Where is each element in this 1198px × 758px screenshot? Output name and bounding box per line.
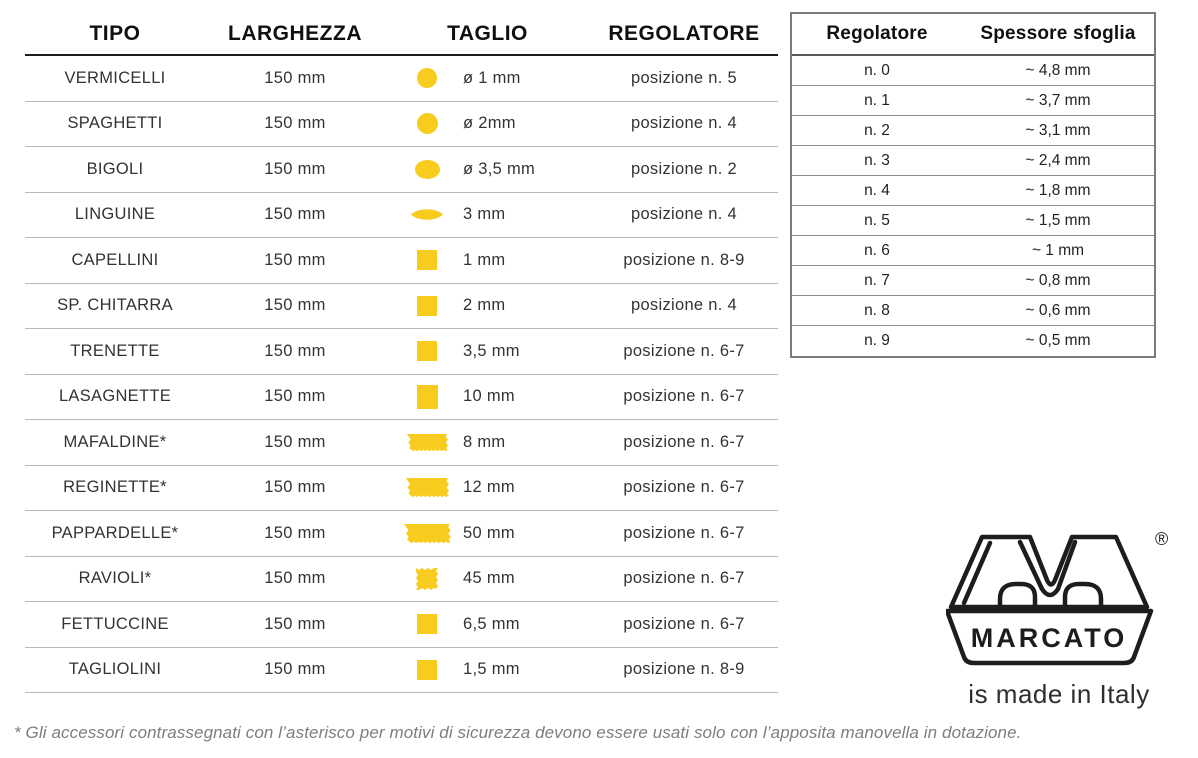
regolatore-position-cell: posizione n. 8-9: [623, 660, 745, 679]
taglio-size-label: 3 mm: [463, 205, 506, 224]
spessore-value-cell: ~ 4,8 mm: [1025, 61, 1091, 79]
table-row: [25, 466, 778, 512]
tipo-cell: PAPPARDELLE*: [51, 523, 179, 542]
regolatore-position-cell: posizione n. 6-7: [623, 569, 745, 588]
regolatore-number-cell: n. 0: [864, 61, 890, 79]
taglio-size-label: ø 1 mm: [463, 68, 521, 87]
square-shape-icon: [401, 341, 453, 361]
tipo-cell: TRENETTE: [70, 341, 160, 360]
table-row: [792, 266, 1154, 296]
regolatore-position-cell: posizione n. 6-7: [623, 387, 745, 406]
taglio-size-label: 1,5 mm: [463, 660, 520, 679]
taglio-size-label: 8 mm: [463, 432, 506, 451]
taglio-size-label: 45 mm: [463, 569, 515, 588]
pasta-table-header: [25, 14, 778, 56]
taglio-size-label: 12 mm: [463, 478, 515, 497]
table-row: [25, 557, 778, 603]
table-row: [792, 206, 1154, 236]
column-header-regolatore: REGOLATORE: [608, 22, 760, 45]
table-row: [792, 176, 1154, 206]
regolatore-number-cell: n. 2: [864, 121, 890, 139]
square-shape-icon: [401, 250, 453, 270]
table-row: [25, 511, 778, 557]
table-row: [792, 116, 1154, 146]
regolatore-position-cell: posizione n. 4: [630, 114, 738, 133]
taglio-size-label: 3,5 mm: [463, 341, 520, 360]
table-row: [792, 86, 1154, 116]
table-row: [25, 648, 778, 694]
square-shape-icon: [401, 660, 453, 680]
taglio-size-label: 2 mm: [463, 296, 506, 315]
taglio-cell: [385, 565, 590, 593]
regolatore-number-cell: n. 6: [864, 241, 890, 259]
regolatore-position-cell: posizione n. 6-7: [623, 478, 745, 497]
square-shape-icon: [401, 296, 453, 316]
column-header-regolatore-num: Regolatore: [826, 23, 928, 44]
wavy-wide-shape-icon: [401, 523, 453, 544]
zigzag-square-shape-icon: [401, 565, 453, 593]
taglio-cell: [385, 614, 590, 634]
safety-footnote: * Gli accessori contrassegnati con l’asterisco per motivi di sicurezza devono essere usati solo con l’apposita manovella in dotazione.: [14, 723, 1022, 742]
logo-tagline: is made in Italy: [968, 679, 1150, 709]
tipo-cell: RAVIOLI*: [78, 569, 152, 588]
spessore-value-cell: ~ 0,6 mm: [1025, 301, 1091, 319]
larghezza-cell: 150 mm: [264, 478, 326, 497]
taglio-cell: [385, 477, 590, 498]
regolatore-number-cell: n. 9: [864, 332, 890, 349]
tipo-cell: LINGUINE: [74, 205, 156, 224]
taglio-size-label: 1 mm: [463, 250, 506, 269]
larghezza-cell: 150 mm: [264, 432, 326, 451]
column-header-spessore: Spessore sfoglia: [980, 23, 1136, 44]
taglio-cell: [385, 341, 590, 361]
taglio-cell: [385, 433, 590, 452]
tipo-cell: SPAGHETTI: [67, 114, 163, 133]
spessore-value-cell: ~ 1 mm: [1031, 241, 1085, 259]
table-row: [792, 326, 1154, 356]
spessore-value-cell: ~ 0,5 mm: [1025, 332, 1091, 349]
thickness-table-body: [792, 56, 1154, 356]
column-header-tipo: TIPO: [89, 22, 141, 45]
regolatore-position-cell: posizione n. 6-7: [623, 523, 745, 542]
wavy-mid-shape-icon: [401, 477, 453, 498]
square-shape-icon: [401, 614, 453, 634]
regolatore-number-cell: n. 7: [864, 271, 890, 289]
regolatore-position-cell: posizione n. 5: [630, 68, 738, 87]
square-large-shape-icon: [401, 385, 453, 409]
taglio-size-label: ø 2mm: [463, 114, 516, 133]
larghezza-cell: 150 mm: [264, 614, 326, 633]
pasta-table-body: [25, 56, 778, 693]
regolatore-position-cell: posizione n. 8-9: [623, 250, 745, 269]
taglio-size-label: ø 3,5 mm: [463, 159, 536, 178]
larghezza-cell: 150 mm: [264, 114, 326, 133]
table-row: [25, 420, 778, 466]
tipo-cell: BIGOLI: [86, 159, 144, 178]
tipo-cell: VERMICELLI: [64, 68, 166, 87]
table-row: [25, 102, 778, 148]
sheet-thickness-table: [790, 12, 1156, 358]
spessore-value-cell: ~ 3,7 mm: [1025, 91, 1091, 109]
tipo-cell: MAFALDINE*: [63, 432, 167, 451]
taglio-cell: [385, 523, 590, 544]
tipo-cell: CAPELLINI: [71, 250, 159, 269]
spessore-value-cell: ~ 2,4 mm: [1025, 151, 1091, 169]
registered-trademark-icon: ®: [1155, 529, 1169, 549]
marcato-logo-icon: [946, 527, 1172, 675]
tipo-cell: LASAGNETTE: [58, 387, 172, 406]
taglio-cell: [385, 296, 590, 316]
table-row: [792, 236, 1154, 266]
ellipse-shape-icon: [401, 160, 453, 179]
regolatore-position-cell: posizione n. 6-7: [623, 432, 745, 451]
larghezza-cell: 150 mm: [264, 341, 326, 360]
lens-shape-icon: [401, 207, 453, 222]
taglio-cell: [385, 385, 590, 409]
column-header-taglio: TAGLIO: [447, 22, 528, 45]
larghezza-cell: 150 mm: [264, 159, 326, 178]
pasta-types-table: [25, 14, 778, 693]
tipo-cell: REGINETTE*: [63, 478, 167, 497]
regolatore-position-cell: posizione n. 2: [630, 159, 738, 178]
table-row: [25, 602, 778, 648]
table-row: [792, 56, 1154, 86]
larghezza-cell: 150 mm: [264, 387, 326, 406]
circle-small-shape-icon: [401, 68, 453, 88]
spessore-value-cell: ~ 3,1 mm: [1025, 121, 1091, 139]
regolatore-number-cell: n. 3: [864, 151, 890, 169]
larghezza-cell: 150 mm: [264, 68, 326, 87]
taglio-size-label: 6,5 mm: [463, 614, 520, 633]
spessore-value-cell: ~ 1,8 mm: [1025, 181, 1091, 199]
regolatore-position-cell: posizione n. 4: [630, 205, 738, 224]
table-row: [25, 56, 778, 102]
tipo-cell: SP. CHITARRA: [57, 296, 173, 315]
taglio-cell: [385, 68, 590, 88]
taglio-cell: [385, 250, 590, 270]
tipo-cell: TAGLIOLINI: [68, 660, 162, 679]
regolatore-number-cell: n. 8: [864, 301, 890, 319]
wavy-narrow-shape-icon: [401, 433, 453, 452]
thickness-table-header: [792, 14, 1154, 56]
larghezza-cell: 150 mm: [264, 296, 326, 315]
regolatore-number-cell: n. 4: [864, 181, 890, 199]
table-row: [25, 375, 778, 421]
column-header-larghezza: LARGHEZZA: [228, 22, 362, 45]
table-row: [25, 329, 778, 375]
regolatore-position-cell: posizione n. 6-7: [623, 614, 745, 633]
table-row: [792, 146, 1154, 176]
marcato-brand-text: MARCATO: [970, 623, 1128, 653]
regolatore-number-cell: n. 5: [864, 211, 890, 229]
taglio-cell: [385, 205, 590, 224]
regolatore-position-cell: posizione n. 6-7: [623, 341, 745, 360]
taglio-cell: [385, 113, 590, 134]
regolatore-position-cell: posizione n. 4: [630, 296, 738, 315]
larghezza-cell: 150 mm: [264, 205, 326, 224]
table-row: [25, 193, 778, 239]
marcato-logo: [946, 527, 1172, 710]
taglio-cell: [385, 660, 590, 680]
tipo-cell: FETTUCCINE: [61, 614, 169, 633]
spessore-value-cell: ~ 0,8 mm: [1025, 271, 1091, 289]
spessore-value-cell: ~ 1,5 mm: [1025, 211, 1091, 229]
circle-medium-shape-icon: [401, 113, 453, 134]
taglio-size-label: 10 mm: [463, 387, 515, 406]
larghezza-cell: 150 mm: [264, 569, 326, 588]
regolatore-number-cell: n. 1: [864, 91, 890, 109]
table-row: [25, 238, 778, 284]
table-row: [25, 147, 778, 193]
taglio-cell: [385, 160, 590, 179]
table-row: [25, 284, 778, 330]
larghezza-cell: 150 mm: [264, 660, 326, 679]
larghezza-cell: 150 mm: [264, 523, 326, 542]
table-row: [792, 296, 1154, 326]
taglio-size-label: 50 mm: [463, 523, 515, 542]
larghezza-cell: 150 mm: [264, 250, 326, 269]
